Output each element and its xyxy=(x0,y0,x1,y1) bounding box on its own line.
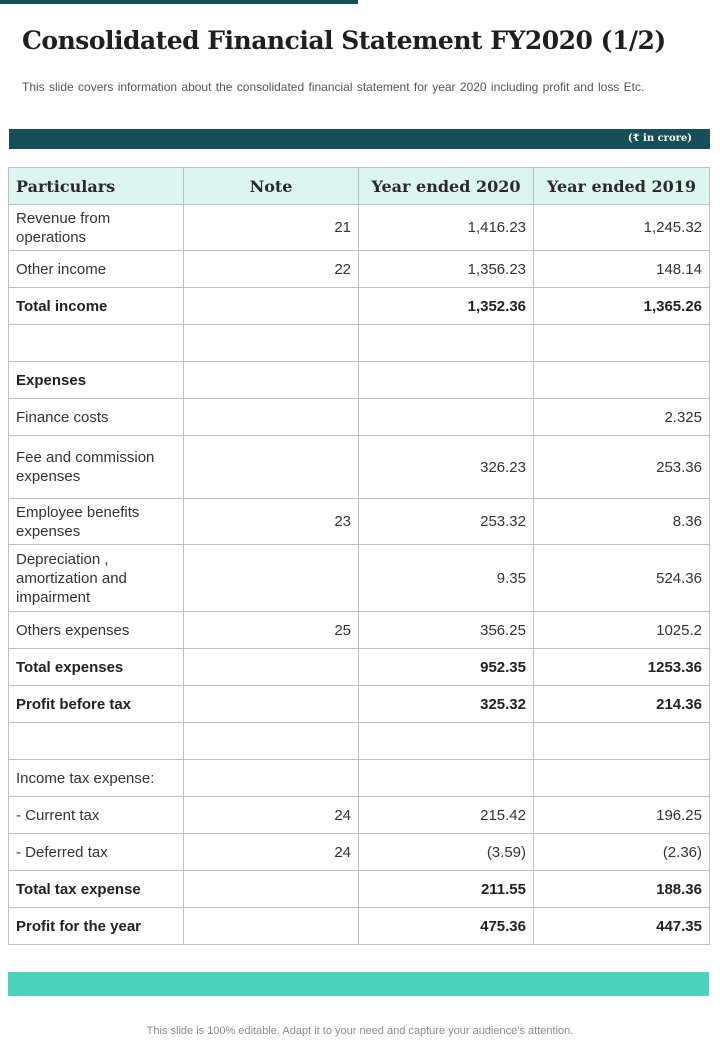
row-value-2020 xyxy=(359,723,534,760)
row-note: 22 xyxy=(184,251,359,288)
bottom-accent-bar xyxy=(8,972,709,996)
header-year-2020: Year ended 2020 xyxy=(359,168,534,205)
footer-note: This slide is 100% editable. Adapt it to your need and capture your audience’s attention. xyxy=(146,1025,574,1037)
table-row xyxy=(9,362,710,399)
top-accent-bar xyxy=(0,0,358,4)
row-value-2019: 196.25 xyxy=(534,797,710,834)
row-value-2019: 8.36 xyxy=(534,499,710,545)
table-row xyxy=(9,251,710,288)
table-row xyxy=(9,797,710,834)
table-row xyxy=(9,325,710,362)
row-value-2020: (3.59) xyxy=(359,834,534,871)
row-note xyxy=(184,871,359,908)
row-value-2020 xyxy=(359,760,534,797)
row-label: Income tax expense: xyxy=(9,760,184,797)
row-label: Other income xyxy=(9,251,184,288)
row-value-2019: 148.14 xyxy=(534,251,710,288)
row-label: Expenses xyxy=(9,362,184,399)
row-value-2019: (2.36) xyxy=(534,834,710,871)
page-subtitle: This slide covers information about the consolidated financial statement for year 2020 including profit and loss Etc. xyxy=(22,80,645,94)
row-value-2020 xyxy=(359,399,534,436)
row-value-2019: 524.36 xyxy=(534,545,710,612)
row-note xyxy=(184,760,359,797)
row-label: - Current tax xyxy=(9,797,184,834)
row-label: Total income xyxy=(9,288,184,325)
row-note: 21 xyxy=(184,205,359,251)
row-label: Revenue from operations xyxy=(9,205,184,251)
table-row xyxy=(9,499,710,545)
table-row xyxy=(9,399,710,436)
row-value-2019: 447.35 xyxy=(534,908,710,945)
row-note: 24 xyxy=(184,797,359,834)
row-label xyxy=(9,723,184,760)
page-title: Consolidated Financial Statement FY2020 (1/2) xyxy=(22,26,666,55)
row-value-2020: 325.32 xyxy=(359,686,534,723)
row-value-2020: 215.42 xyxy=(359,797,534,834)
row-label: Total expenses xyxy=(9,649,184,686)
row-value-2019: 188.36 xyxy=(534,871,710,908)
row-value-2019: 1,365.26 xyxy=(534,288,710,325)
table-row xyxy=(9,908,710,945)
row-note: 25 xyxy=(184,612,359,649)
table-row xyxy=(9,612,710,649)
row-value-2019 xyxy=(534,723,710,760)
row-value-2020: 475.36 xyxy=(359,908,534,945)
financial-table xyxy=(8,167,710,945)
row-value-2019: 1253.36 xyxy=(534,649,710,686)
row-value-2020: 1,356.23 xyxy=(359,251,534,288)
table-row xyxy=(9,686,710,723)
row-note xyxy=(184,399,359,436)
table-row xyxy=(9,834,710,871)
table-row xyxy=(9,871,710,908)
row-value-2020: 326.23 xyxy=(359,436,534,499)
row-value-2019 xyxy=(534,362,710,399)
table-row xyxy=(9,205,710,251)
row-label: Depreciation , amortization and impairment xyxy=(9,545,184,612)
table-row xyxy=(9,649,710,686)
row-label: Total tax expense xyxy=(9,871,184,908)
row-value-2020: 356.25 xyxy=(359,612,534,649)
row-note xyxy=(184,723,359,760)
header-year-2019: Year ended 2019 xyxy=(534,168,710,205)
row-label: Fee and commission expenses xyxy=(9,436,184,499)
header-particulars: Particulars xyxy=(9,168,184,205)
row-label xyxy=(9,325,184,362)
row-note xyxy=(184,649,359,686)
row-value-2020: 1,352.36 xyxy=(359,288,534,325)
row-note xyxy=(184,545,359,612)
row-note: 24 xyxy=(184,834,359,871)
row-label: - Deferred tax xyxy=(9,834,184,871)
row-value-2020 xyxy=(359,325,534,362)
header-note: Note xyxy=(184,168,359,205)
unit-note: (₹ in crore) xyxy=(627,133,692,144)
table-header-row xyxy=(9,168,710,205)
row-label: Profit before tax xyxy=(9,686,184,723)
row-label: Finance costs xyxy=(9,399,184,436)
row-value-2019 xyxy=(534,325,710,362)
row-value-2019: 1025.2 xyxy=(534,612,710,649)
row-note xyxy=(184,908,359,945)
row-value-2020: 9.35 xyxy=(359,545,534,612)
row-value-2020: 1,416.23 xyxy=(359,205,534,251)
row-value-2019: 2.325 xyxy=(534,399,710,436)
row-value-2019: 253.36 xyxy=(534,436,710,499)
row-label: Employee benefits expenses xyxy=(9,499,184,545)
row-label: Others expenses xyxy=(9,612,184,649)
row-note xyxy=(184,686,359,723)
row-note xyxy=(184,325,359,362)
row-note xyxy=(184,288,359,325)
unit-bar xyxy=(9,129,710,149)
row-note xyxy=(184,362,359,399)
row-value-2020: 211.55 xyxy=(359,871,534,908)
row-value-2020: 253.32 xyxy=(359,499,534,545)
table-row xyxy=(9,545,710,612)
row-label: Profit for the year xyxy=(9,908,184,945)
row-value-2019 xyxy=(534,760,710,797)
table-row xyxy=(9,436,710,499)
table-row xyxy=(9,288,710,325)
table-row xyxy=(9,760,710,797)
row-note: 23 xyxy=(184,499,359,545)
row-value-2020 xyxy=(359,362,534,399)
row-note xyxy=(184,436,359,499)
row-value-2020: 952.35 xyxy=(359,649,534,686)
row-value-2019: 1,245.32 xyxy=(534,205,710,251)
row-value-2019: 214.36 xyxy=(534,686,710,723)
table-row xyxy=(9,723,710,760)
